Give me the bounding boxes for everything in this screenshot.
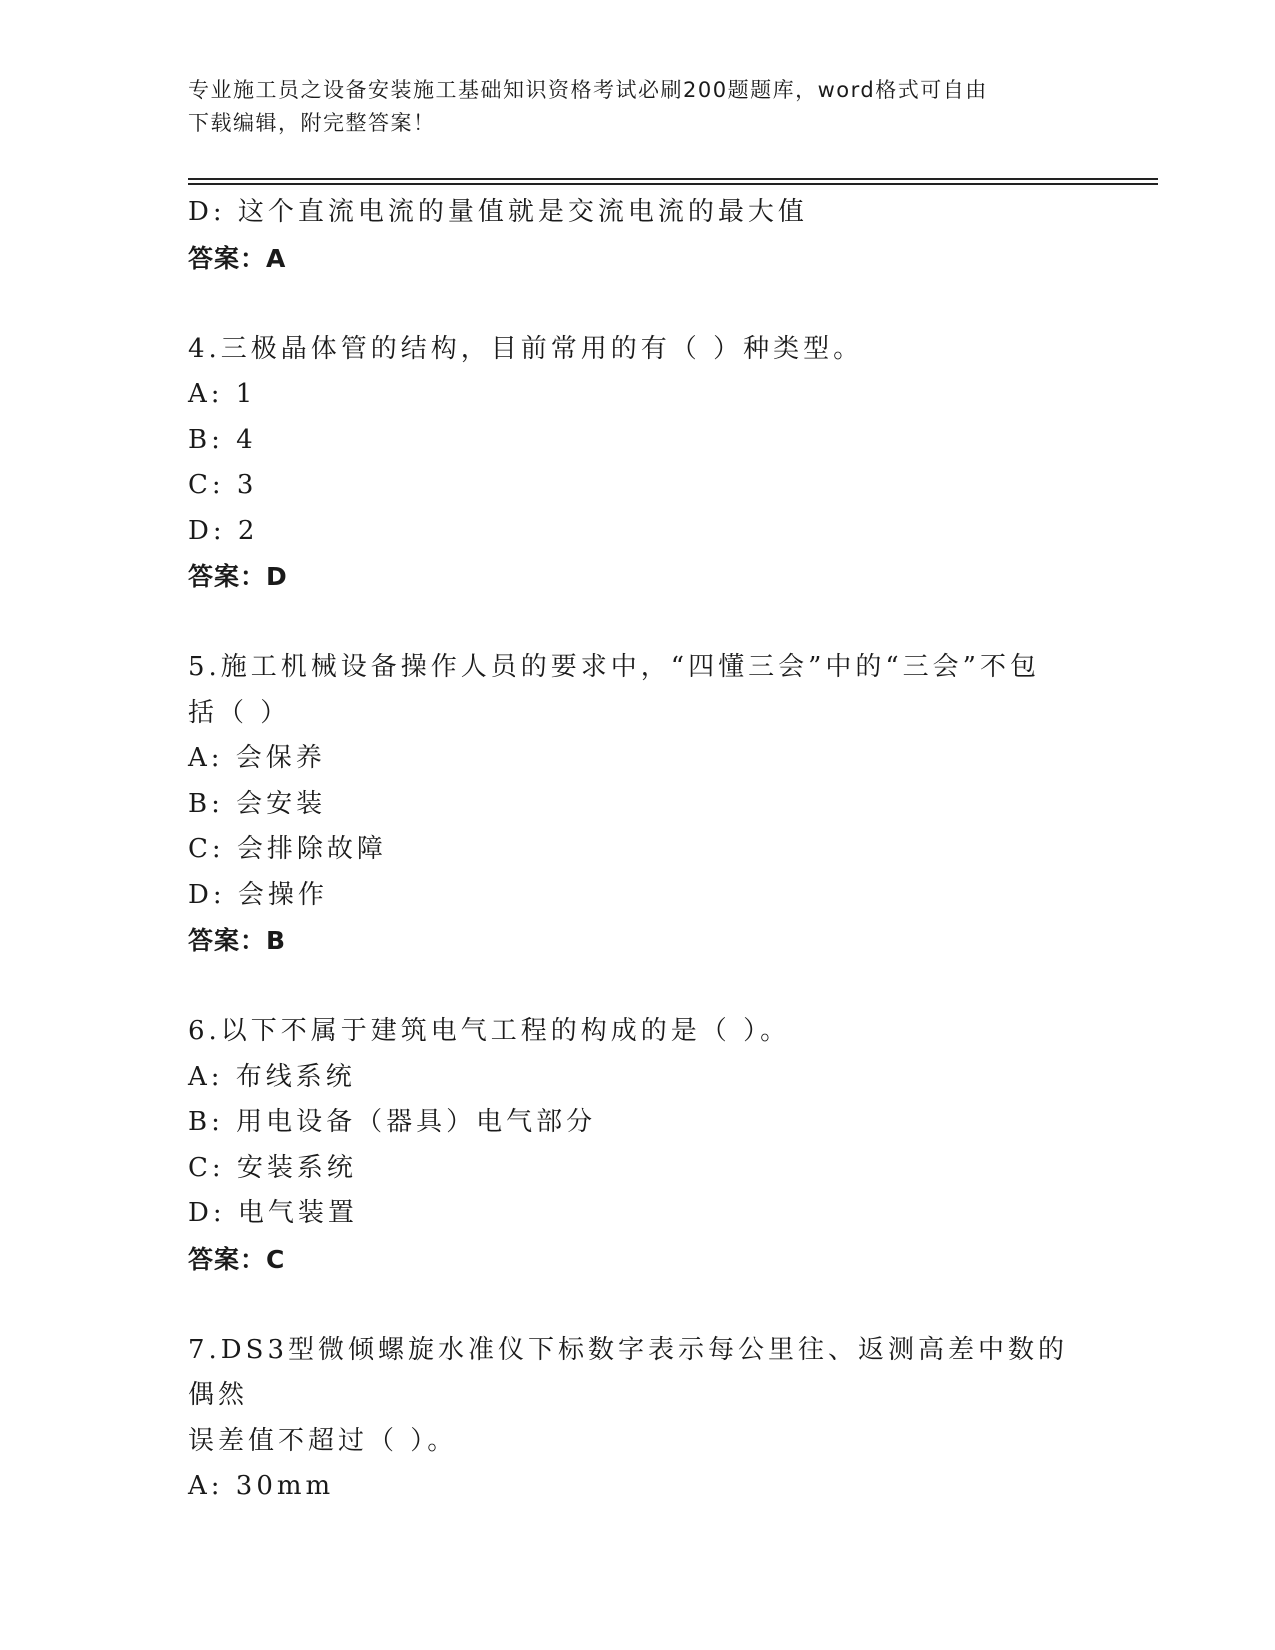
answer-line: 答案：B	[188, 926, 287, 955]
option-b: B: 4	[188, 424, 257, 455]
option-a: A: 会保养	[188, 743, 326, 773]
answer-line: 答案：D	[188, 562, 288, 591]
question-stem-line-2: 误差值不超过（ ）。	[188, 1425, 458, 1456]
document-header	[188, 74, 1088, 140]
question-4	[188, 327, 1088, 600]
question-6	[188, 1009, 1088, 1282]
question-7	[188, 1328, 1088, 1510]
option-c: C: 会排除故障	[188, 834, 387, 864]
question-stem: 4.三极晶体管的结构，目前常用的有（ ）种类型。	[188, 333, 864, 364]
spacer	[188, 1282, 1088, 1328]
option-d: D: 2	[188, 515, 259, 546]
question-5	[188, 645, 1088, 964]
option-b: B: 会安装	[188, 788, 327, 819]
option-d: D: 这个直流电流的量值就是交流电流的最大值	[188, 197, 808, 227]
answer-line: 答案：C	[188, 1244, 286, 1274]
header-divider-top	[188, 178, 1158, 180]
spacer	[188, 964, 1088, 1010]
option-a: A: 布线系统	[188, 1061, 356, 1092]
option-c: C: 安装系统	[188, 1152, 357, 1183]
option-a: A: 30mm	[188, 1471, 335, 1501]
option-d: D: 电气装置	[188, 1198, 358, 1228]
question-list	[188, 190, 1088, 1510]
spacer	[188, 600, 1088, 646]
spacer	[188, 281, 1088, 327]
option-a: A: 1	[188, 379, 257, 409]
question-fragment	[188, 190, 1088, 281]
answer-line: 答案：A	[188, 243, 287, 273]
header-line-1: 专业施工员之设备安装施工基础知识资格考试必刷200题题库，word格式可自由	[188, 78, 988, 102]
option-c: C: 3	[188, 470, 258, 500]
question-stem-line-1: 7.DS3型微倾螺旋水准仪下标数字表示每公里往、返测高差中数的偶然	[188, 1334, 1069, 1410]
header-divider-bottom	[188, 183, 1158, 185]
option-b: B: 用电设备（器具）电气部分	[188, 1107, 597, 1137]
question-stem-line-1: 5.施工机械设备操作人员的要求中，“四懂三会”中的“三会”不包	[188, 652, 1040, 682]
question-stem: 6.以下不属于建筑电气工程的构成的是（ ）。	[188, 1016, 791, 1046]
option-d: D: 会操作	[188, 879, 328, 910]
question-stem-line-2: 括（ ）	[188, 697, 291, 728]
header-line-2: 下载编辑，附完整答案！	[188, 111, 436, 135]
